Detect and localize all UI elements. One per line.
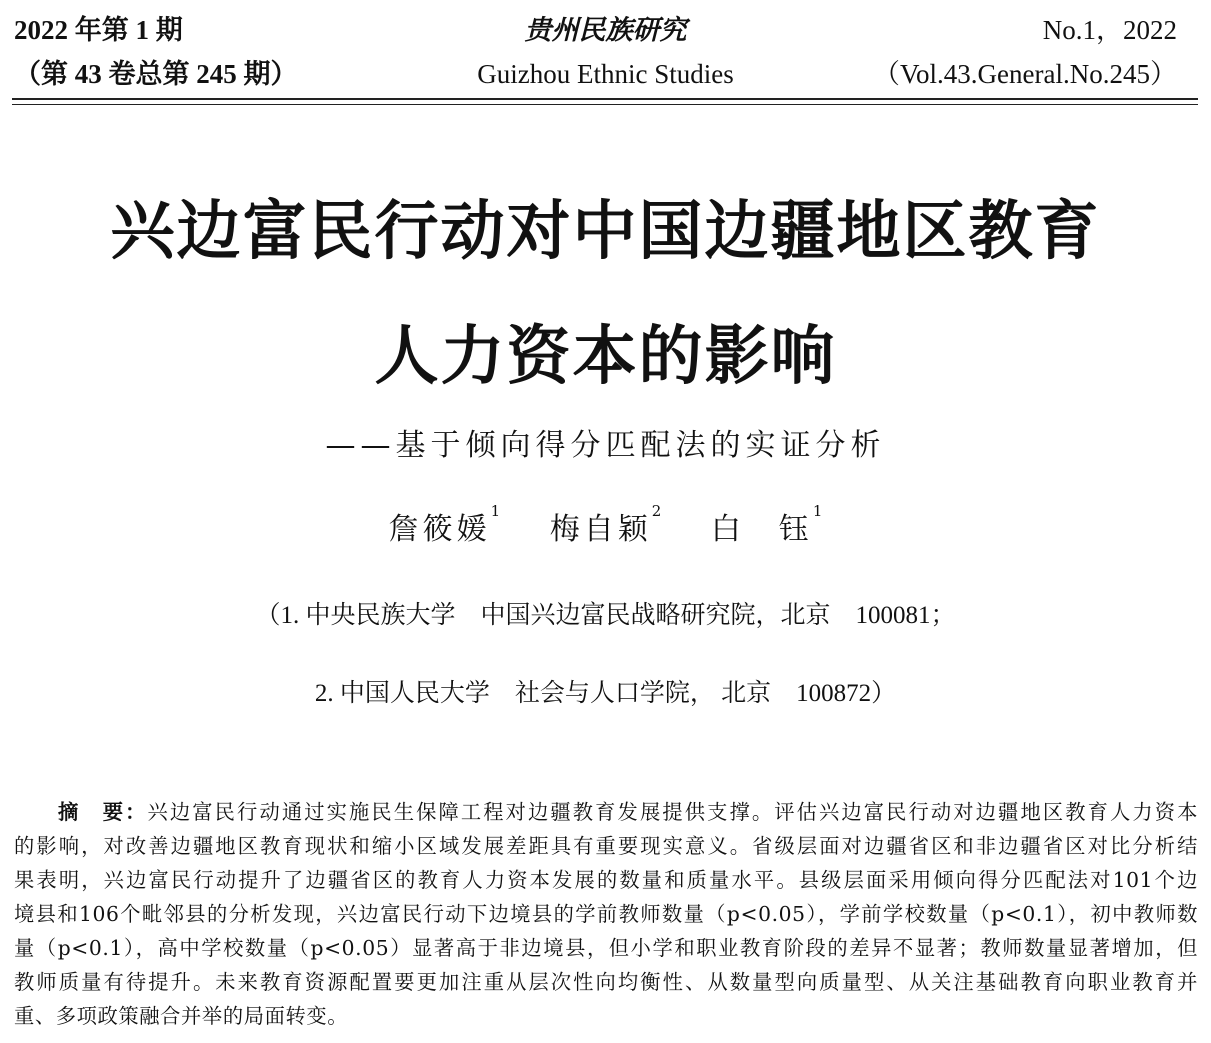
author-affiliation-mark: 2 (651, 502, 662, 520)
abstract (14, 795, 1198, 1033)
author-name: 詹筱媛 (388, 512, 491, 547)
header-rule-thin (12, 104, 1198, 105)
author (388, 502, 501, 547)
abstract-line (14, 795, 1198, 829)
abstract-line: 教师质量有待提升。未来教育资源配置要更加注重从层次性向均衡性、从数量型向质量型、从关注基础教育向职业教育并 (14, 970, 1198, 994)
abstract-line: 境县和106个毗邻县的分析发现，兴边富民行动下边境县的学前教师数量（p<0.05），学前学校数量（p<0.1），初中教师数 (14, 902, 1198, 926)
author-name: 梅自颖 (549, 512, 652, 547)
affiliation-2: 2. 中国人民大学 社会与人口学院， 北京 100872） (314, 680, 897, 707)
author (710, 502, 823, 547)
abstract-line: 果表明，兴边富民行动提升了边疆省区的教育人力资本发展的数量和质量水平。县级层面采用倾向得分匹配法对101个边 (14, 868, 1198, 892)
author-name: 白 钰 (710, 512, 813, 547)
author-affiliation-mark: 1 (490, 502, 501, 520)
journal-header (0, 0, 1211, 100)
article-title-line2: 人力资本的影响 (374, 320, 837, 394)
issue-line: 2022 年第 1 期 (14, 15, 183, 45)
article-subtitle: ——基于倾向得分匹配法的实证分析 (325, 428, 886, 463)
issue-number: No.1，2022 (1042, 15, 1177, 45)
header-rule-thick (12, 98, 1198, 100)
abstract-line: 量（p<0.1），高中学校数量（p<0.05）显著高于非边境县，但小学和职业教育阶段的差异不显著；教师数量显著增加，但 (14, 936, 1198, 960)
author-list (0, 504, 1211, 548)
issue-info-en (873, 8, 1177, 96)
abstract-line: 的影响，对改善边疆地区教育现状和缩小区域发展差距具有重要现实意义。省级层面对边疆省区和非边疆省区对比分析结 (14, 834, 1198, 858)
journal-name-cn: 贵州民族研究 (524, 15, 687, 45)
author-affiliation-mark: 1 (812, 502, 823, 520)
volume-line: （第 43 卷总第 245 期） (14, 59, 298, 89)
abstract-line: 重、多项政策融合并举的局面转变。 (14, 1004, 349, 1028)
volume-number: （Vol.43.General.No.245） (873, 59, 1177, 89)
abstract-label: 摘 要： (58, 800, 148, 824)
article-title-line1: 兴边富民行动对中国边疆地区教育 (110, 195, 1101, 269)
affiliation-1: （1. 中央民族大学 中国兴边富民战略研究院，北京 100081； (255, 602, 956, 629)
author (549, 502, 662, 547)
abstract-text: 兴边富民行动通过实施民生保障工程对边疆教育发展提供支撑。评估兴边富民行动对边疆地区教育人力资本 (147, 800, 1198, 824)
journal-name-en: Guizhou Ethnic Studies (477, 59, 734, 89)
